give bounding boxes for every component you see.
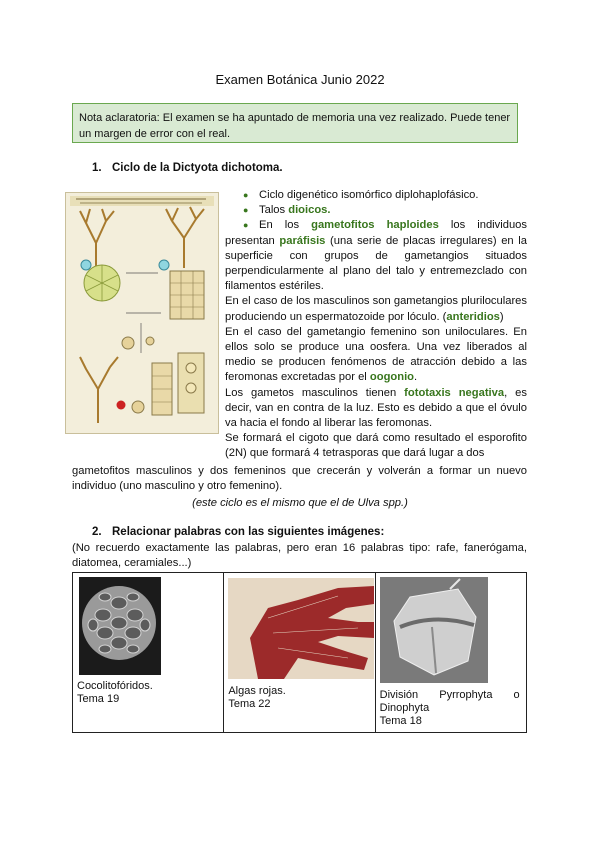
list-item: ● Talos dioicos.	[225, 203, 527, 218]
section-1-number: 1.	[92, 162, 102, 174]
image-cell-algas-rojas	[224, 573, 375, 733]
section-2-title: Relacionar palabras con las siguientes imágenes:	[112, 526, 385, 538]
bullet-dot-icon: ●	[243, 220, 249, 231]
section-2-heading	[92, 526, 384, 538]
section-2-subtext: (No recuerdo exactamente las palabras, pero eran 16 palabras tipo: rafe, fanerógama, diatomea, ceramiales...)	[72, 542, 527, 569]
paragraph-masculinos: En el caso de los masculinos son gametangios pluriloculares produciendo un espermatozoide por lóculo. (anteridios)	[225, 295, 527, 323]
list-item: ● En los gametofitos haploides los individuos presentan paráfisis (una serie de placas irregulares) en la superficie con grupos de gametangios situados perpendicularmente al plano del talo y entremezclado con filamentos estériles.	[225, 219, 527, 293]
paragraph-cigoto-b: gametofitos masculinos y dos femeninos que crecerán y volverán a formar un nuevo individuo (uno masculino y otro femenino).	[72, 465, 527, 493]
dinoflagellate-image	[380, 577, 488, 683]
ulva-note: (este ciclo es el mismo que el de Ulva spp.)	[192, 497, 408, 509]
section-1-title: Ciclo de la Dictyota dichotoma.	[112, 162, 283, 174]
bullet-dot-icon: ●	[243, 190, 249, 200]
image-cell-dinophyta	[375, 573, 526, 733]
image-caption: División Pyrrophyta o Dinophyta Tema 18	[379, 689, 520, 727]
list-item: ● Ciclo digenético isomórfico diplohaplofásico.	[225, 188, 527, 203]
paragraph-femenino: En el caso del gametangio femenino son uniloculares. En ellos solo se produce una oosfera. Una vez liberados al medio se producen fenómenos de atracción debido a las feromonas excretadas por el oogonio.	[225, 325, 527, 384]
red-algae-image	[228, 578, 374, 679]
dictyota-illustration	[66, 193, 218, 433]
image-caption: Cocolitofóridos. Tema 19	[77, 680, 153, 705]
paragraph-gametos: Los gametos masculinos tienen fototaxis negativa, es decir, van en contra de la luz. Esto es debido a que el óvulo va hacia el fondo al liberar las feromonas.	[225, 386, 527, 430]
section-1-heading	[92, 162, 283, 174]
image-table	[72, 572, 527, 733]
bullet-dot-icon: ●	[243, 205, 249, 216]
paragraph-cigoto-a: Se formará el cigoto que dará como resultado el esporofito (2N) que formará 4 tetrasporas que dará lugar a dos	[225, 432, 527, 460]
coccolithophore-image	[79, 577, 161, 675]
image-cell-cocolitoforidos	[73, 573, 224, 733]
dictyota-cycle-figure	[65, 192, 219, 434]
section-1-body	[225, 188, 527, 462]
clarification-note: Nota aclaratoria: El examen se ha apuntado de memoria una vez realizado. Puede tener un margen de error con el real.	[72, 103, 518, 143]
section-2-number: 2.	[92, 526, 102, 538]
page-title: Examen Botánica Junio 2022	[215, 72, 385, 87]
image-caption: Algas rojas. Tema 22	[228, 685, 286, 710]
